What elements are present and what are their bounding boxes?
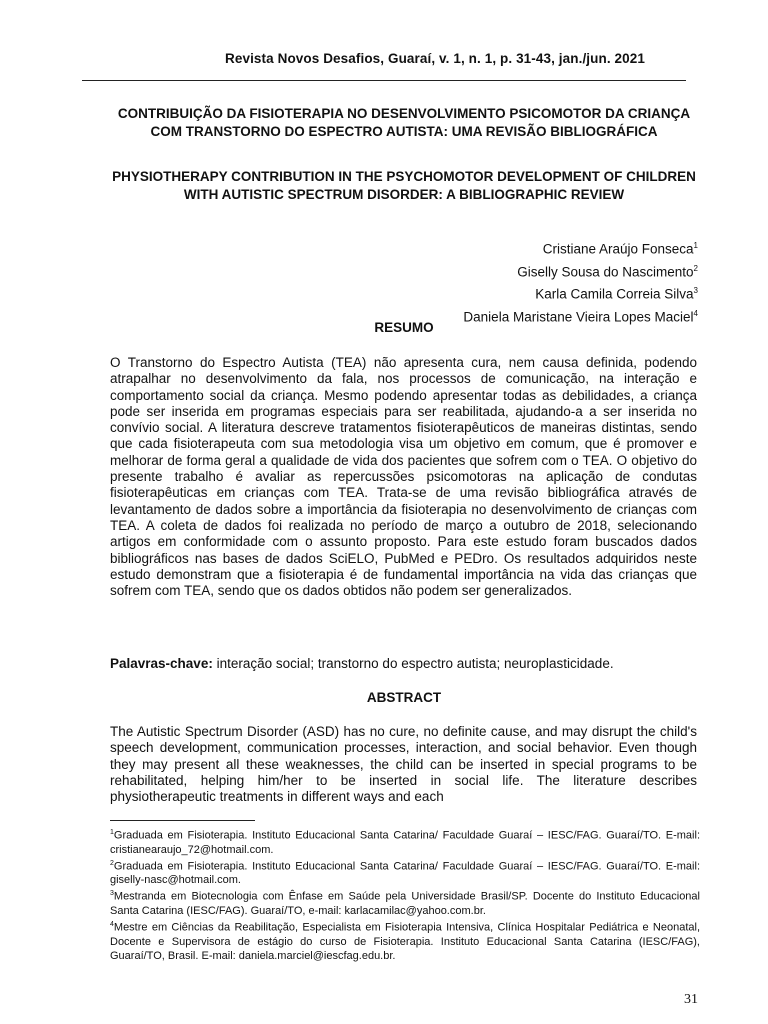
page-number: 31 bbox=[684, 992, 698, 1007]
abstract-heading: ABSTRACT bbox=[366, 690, 442, 705]
abstract-text: The Autistic Spectrum Disorder (ASD) has no cure, no definite cause, and may disrupt the child's speech development, communication processes, interaction, and social behavior. Even though they may present all these weaknesses, the child can be inserted in special programs to be rehabilitated, helping him/her to be inserted in social life. The literature describes physiotherapeutic treatments in different ways and each bbox=[110, 724, 697, 805]
resumo-heading: RESUMO bbox=[374, 320, 434, 335]
author-list bbox=[463, 236, 698, 326]
resumo-text: O Transtorno do Espectro Autista (TEA) não apresenta cura, nem causa definida, podendo atrapalhar no desenvolvimento da fala, nos processos de comunicação, na interação e comportamento social da criança. Mesmo podendo apresentar todas as debilidades, a criança pode ser inserida em programas especiais para ser reabilitada, ajudando-a a ser inserida no convívio social. A literatura descreve tratamentos fisioterapêuticos de maneiras distintas, sendo que cada fisioterapeuta com sua metodologia visa um objetivo em comum, que é promover e melhorar de forma geral a qualidade de vida dos pacientes que sofrem com o TEA. O objetivo do presente trabalho é avaliar as repercussões psicomotoras na aplicação de condutas fisioterapêuticas em crianças com TEA. Trata-se de uma revisão bibliográfica através de levantamento de dados sobre a importância da fisioterapia no desenvolvimento de crianças com TEA. A coleta de dados foi realizada no período de março a outubro de 2018, selecionando artigos em conformidade com o assunto proposto. Para este estudo foram buscados dados bibliográficos nas bases de dados SciELO, PubMed e PEDro. Os resultados adquiridos neste estudo demonstram que a fisioterapia é de fundamental importância na vida das crianças que sofrem com TEA, sendo que os dados obtidos não podem ser generalizados. bbox=[110, 355, 697, 599]
footnotes bbox=[110, 826, 700, 963]
author: Giselly Sousa do Nascimento$^2$ bbox=[517, 263, 698, 279]
author: Daniela Maristane Vieira Lopes Maciel$^4$ bbox=[463, 308, 698, 324]
author-footnote-mark: 2 bbox=[693, 263, 698, 273]
title-english: PHYSIOTHERAPY CONTRIBUTION IN THE PSYCHOMOTOR DEVELOPMENT OF CHILDREN WITH AUTISTIC SPECTRUM DISORDER: A BIBLIOGRAPHIC REVIEW bbox=[112, 169, 696, 202]
keywords-text: interação social; transtorno do espectro autista; neuroplasticidade. bbox=[216, 656, 614, 671]
author-footnote-mark: 4 bbox=[693, 308, 698, 318]
footnote: $^4$Mestre em Ciências da Reabilitação, Especialista em Fisioterapia Intensiva, Clínica Hospitalar Pediátrica e Neonatal, Docente e Supervisora de estágio do curso de Fisioterapia. Instituto Educacional Santa Catarina (IESC/FAG), Guaraí/TO, Brasil. E-mail: daniela.marciel@iescfag.edu.br. bbox=[110, 920, 700, 962]
footnote: $^1$Graduada em Fisioterapia. Instituto Educacional Santa Catarina/ Faculdade Guaraí – IESC/FAG. Guaraí/TO. E-mail: cristianearaujo_72@hotmail.com. bbox=[110, 829, 700, 856]
journal-header: Revista Novos Desafios, Guaraí, v. 1, n. 1, p. 31-43, jan./jun. 2021 bbox=[225, 51, 645, 66]
header-divider bbox=[82, 80, 686, 81]
footnote-divider bbox=[110, 820, 255, 821]
footnote: $^2$Graduada em Fisioterapia. Instituto Educacional Santa Catarina/ Faculdade Guaraí – IESC/FAG. Guaraí/TO. E-mail: giselly-nasc@hotmail.com. bbox=[110, 859, 700, 887]
keywords bbox=[110, 656, 700, 671]
title-portuguese: CONTRIBUIÇÃO DA FISIOTERAPIA NO DESENVOLVIMENTO PSICOMOTOR DA CRIANÇA COM TRANSTORNO DO ESPECTRO AUTISTA: UMA REVISÃO BIBLIOGRÁFICA bbox=[117, 106, 691, 139]
footnote: $^3$Mestranda em Biotecnologia com Ênfase em Saúde pela Universidade Brasil/SP. Docente do Instituto Educacional Santa Catarina (IESC/FAG). Guaraí/TO, e-mail: karlacamilac@yahoo.com.br. bbox=[110, 890, 700, 917]
author-footnote-mark: 3 bbox=[693, 286, 698, 295]
keywords-label: Palavras-chave: bbox=[110, 656, 213, 671]
author: Karla Camila Correia Silva$^3$ bbox=[535, 286, 698, 302]
author: Cristiane Araújo Fonseca$^1$ bbox=[542, 241, 698, 257]
author-footnote-mark: 1 bbox=[693, 241, 698, 250]
